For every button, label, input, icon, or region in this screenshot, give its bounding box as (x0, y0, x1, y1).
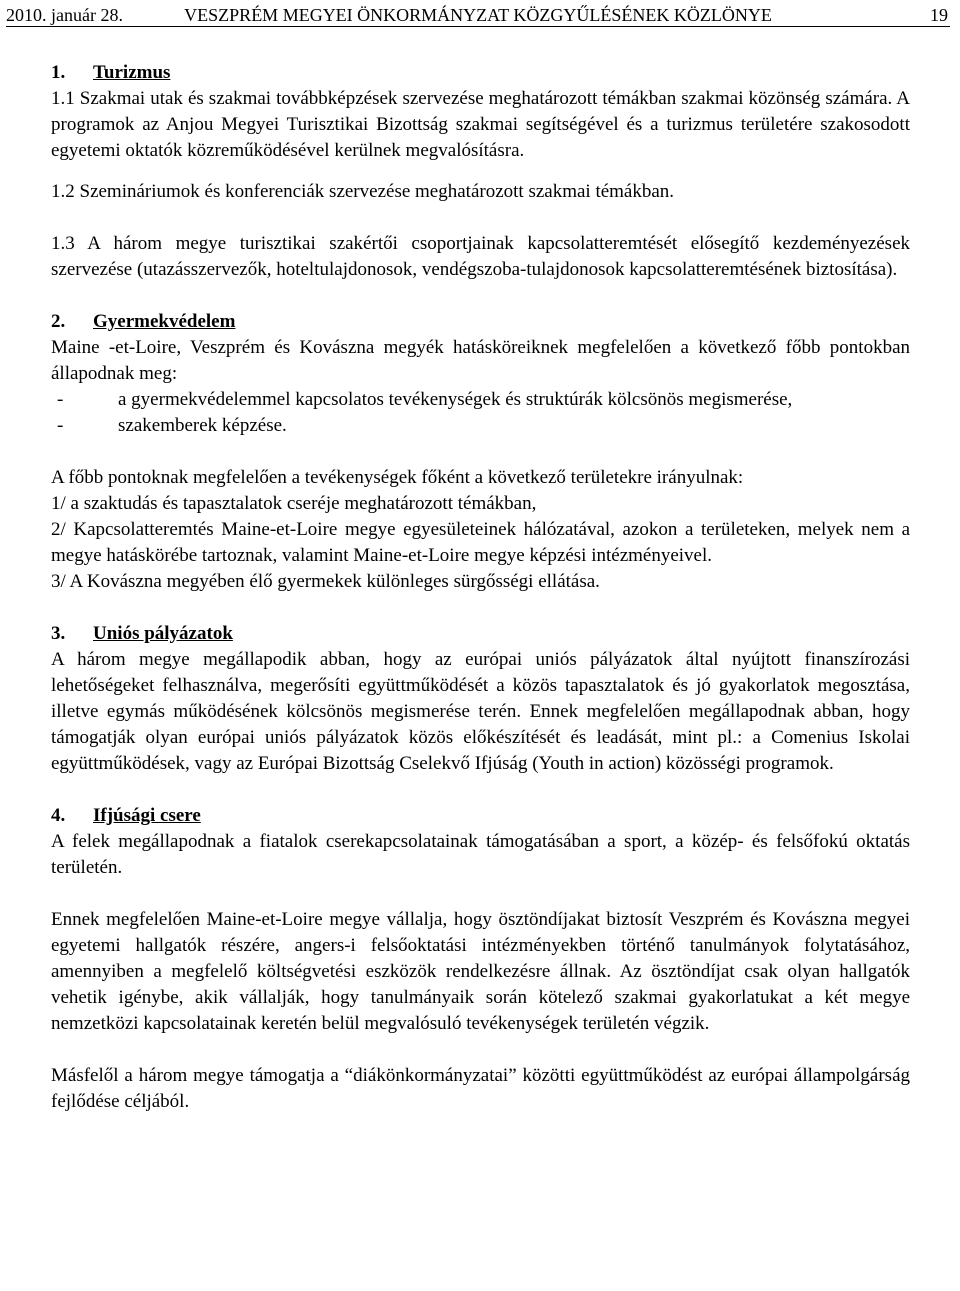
section-number: 1. (51, 62, 66, 83)
paragraph: 1.2 Szemináriumok és konferenciák szervezése meghatározott szakmai témákban. (51, 181, 675, 202)
section-number: 3. (51, 623, 66, 644)
section-title: Uniós pályázatok (93, 623, 233, 644)
paragraph: A felek megállapodnak a fiatalok cserekapcsolatainak támogatásában a sport, a közép- és felsőfokú oktatás területén. (51, 831, 910, 878)
numbered-item: 2/ Kapcsolatteremtés Maine-et-Loire megye egyesületeinek hálózatával, azokon a területeken, melyek nem a megye hatáskörébe tartoznak, valamint Maine-et-Loire megye képzési intézményeivel. (51, 519, 910, 566)
header-page-number: 19 (930, 5, 948, 25)
paragraph: A három megye megállapodik abban, hogy az európai uniós pályázatok által nyújtott finanszírozási lehetőségeket felhasználva, megerősíti együttműködését a közös tapasztalatok és jó gyakorlatok megosztása, illetve egymás működésének kölcsönös megismerése terén. Ennek megfelelően megállapodnak abban, hogy támogatják olyan európai uniós pályázatok közös előkészítését és leadását, mint pl.: a Comenius Iskolai együttműködések, vagy az Európai Bizottság Cselekvő Ifjúság (Youth in action) közösségi programok. (51, 649, 910, 774)
section-number: 2. (51, 311, 66, 332)
document-body (51, 60, 910, 1115)
paragraph: A főbb pontoknak megfelelően a tevékenységek főként a következő területekre irányulnak: (51, 467, 744, 488)
section-heading-tourism (51, 60, 910, 86)
list-item-text: szakemberek képzése. (118, 415, 287, 436)
list-item (51, 387, 910, 413)
paragraph: 1.3 A három megye turisztikai szakértői csoportjainak kapcsolatteremtését elősegítő kezdeményezések szervezése (utazásszervezők, hoteltulajdonosok, vendégszoba-tulajdonosok kapcsolatteremtésének biztosítása). (51, 233, 910, 280)
section-title: Gyermekvédelem (93, 311, 236, 332)
list-dash: - (57, 415, 64, 436)
list-dash: - (57, 389, 64, 410)
paragraph: Másfelől a három megye támogatja a “diákönkormányzatai” közötti együttműködést az európai állampolgárság fejlődése céljából. (51, 1065, 910, 1112)
list-item-text: a gyermekvédelemmel kapcsolatos tevékenységek és struktúrák kölcsönös megismerése, (118, 389, 793, 410)
section-heading-child-protection (51, 309, 910, 335)
section-title: Turizmus (93, 62, 171, 83)
section-heading-youth-exchange (51, 803, 910, 829)
paragraph: 1.1 Szakmai utak és szakmai továbbképzések szervezése meghatározott témákban szakmai közönség számára. A programok az Anjou Megyei Turisztikai Bizottság szakmai segítségével és a turizmus területére szakosodott egyetemi oktatók közreműködésével kerülnek megvalósításra. (51, 88, 910, 161)
section-number: 4. (51, 805, 66, 826)
numbered-item: 1/ a szaktudás és tapasztalatok cseréje meghatározott témákban, (51, 493, 537, 514)
header-date: 2010. január 28. (6, 5, 123, 25)
section-title: Ifjúsági csere (93, 805, 201, 826)
header-title: VESZPRÉM MEGYEI ÖNKORMÁNYZAT KÖZGYŰLÉSÉNEK KÖZLÖNYE (184, 5, 772, 25)
numbered-item: 3/ A Kovászna megyében élő gyermekek különleges sürgősségi ellátása. (51, 571, 600, 592)
page-header (6, 4, 950, 27)
section-heading-eu-tenders (51, 621, 910, 647)
list-item (51, 413, 910, 439)
paragraph: Maine -et-Loire, Veszprém és Kovászna megyék hatásköreiknek megfelelően a következő főbb pontokban állapodnak meg: (51, 337, 910, 384)
paragraph: Ennek megfelelően Maine-et-Loire megye vállalja, hogy ösztöndíjakat biztosít Veszprém és Kovászna megyei egyetemi hallgatók részére, angers-i felsőoktatási intézményekben történő tanulmányok folytatásához, amennyiben a megfelelő költségvetési eszközök rendelkezésre állnak. Az ösztöndíjat csak olyan hallgatók vehetik igénybe, akik vállalják, hogy tanulmányaik során kötelező szakmai gyakorlatukat a két megye nemzetközi kapcsolatainak keretén belül megvalósuló tevékenységek területén végzik. (51, 909, 910, 1034)
